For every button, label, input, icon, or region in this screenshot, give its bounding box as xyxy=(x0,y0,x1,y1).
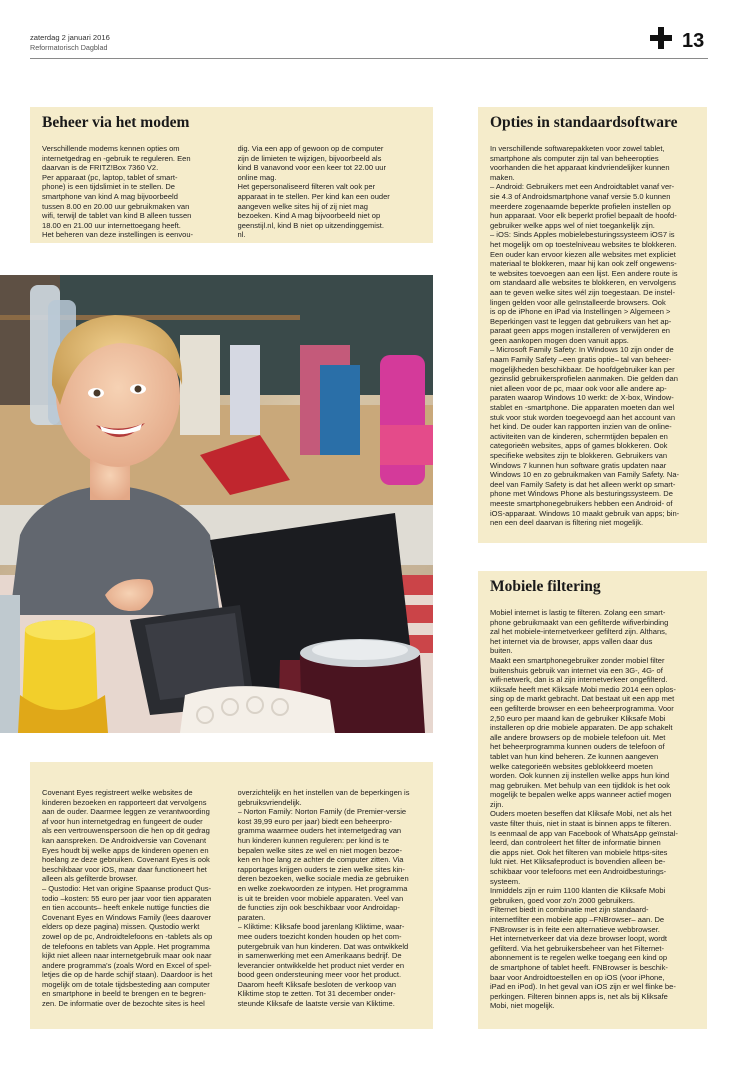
covenant-column-1: Covenant Eyes registreert welke websites de kinderen bezoeken en rapporteert dat vervolgens aan de ouder. Daarmee leggen ze verantwoording af voor hun internetgedrag en fungeert de ouder als een vertrouwenspersoon die hen op dit gedrag kan aanspreken. De Androidversie van Covenant Eyes houdt bij welke apps de kinderen openen en hoelang ze deze gebruiken. Covenant Eyes is ook beschikbaar voor iOS, maar daar functioneert het alleen als gefilterde browser. – Qustodio: Het van origine Spaanse product Qus- todio –kosten: 55 euro per jaar voor tien apparaten en tien accounts– heeft enkele nuttige functies die Covenant Eyes en Windows Family (lees daarover elders op deze pagina) missen. Qustodio werkt zowel op de pc, Androidtelefoons en -tablets als op de telefoons en tablets van Apple. Het programma kijkt niet alleen naar internetgebruik maar ook naar andere programma's (zoals Word en Excel of spel- letjes die op de harde schijf staan). Daardoor is het mogelijk om de totale tijdsbesteding aan computer en smartphone in beeld te brengen en te begren- zen. De informatie over de bezochte sites is heel xyxy=(42,788,213,1009)
mobiel-title: Mobiele filtering xyxy=(490,578,601,595)
header-rule xyxy=(30,58,708,59)
plus-icon xyxy=(650,27,672,49)
modem-box xyxy=(30,107,433,243)
covenant-box xyxy=(30,762,433,1029)
opties-body: In verschillende softwarepakketen voor zowel tablet, smartphone als computer zijn tal van beheeropties voorhanden die het apparaat kindvriendelijker kunnen maken. – Android: Gebruikers met een Androidtablet vanaf ver- sie 4.3 of Androidsmartphone vanaf versie 5.0 kunnen meerdere zogenaamde beperkte profielen instellen op hun apparaat. Voor elk beperkt profiel bepaalt de hoofd- gebruiker welke apps wel of niet toegankelijk zijn. – iOS: Sinds Apples mobielebesturingssysteem iOS7 is het mogelijk om op toestelniveau websites te blokkeren. Een ouder kan ervoor kiezen alle websites met expliciet materiaal te blokkeren, maar hij kan ook zelf ongewens- te websites toevoegen aan een lijst. Een andere route is om standaard alle websites te blokkeren, en vervolgens aan te geven welke sites wél zijn toegestaan. De instel- lingen gelden voor alle geïnstalleerde browsers. Ook is op de iPhone en iPad via Instellingen > Algemeen > Beperkingen vast te leggen dat gebruikers van het ap- paraat geen apps mogen installeren of verwijderen en geen aankopen mogen doen vanuit apps. – Microsoft Family Safety: In Windows 10 zijn onder de naam Family Safety –een gratis optie– tal van beheer- mogelijkheden beschikbaar. De hoofdgebruiker kan per gezinslid gebruikersprofielen aanmaken. Die gelden dan niet alleen voor de pc, maar ook voor alle andere ap- paraten waarop Windows 10 werkt: de X-box, Window- stablet en -smartphone. Die apparaten moeten dan wel stuk voor stuk worden toegevoegd aan het account van het kind. De ouder kan rapporten inzien van de online- activiteiten van de kinderen, schermtijden bepalen en categorieën websites, apps of games blokkeren. Ook specifieke websites zijn te blokkeren. Gebruikers van Windows 7 kunnen hun software gratis updaten naar Windows 10 en zo gebruikmaken van Family Safety. Na- deel van Family Safety is dat het alleen werkt op smart- phone met Windows Phone als besturingssysteem. De meeste smartphonegebruikers hebben een Android- of iOS-apparaat. Windows 10 maakt gebruik van apps; bin- nen een deel daarvan is filtering niet mogelijk. xyxy=(490,144,680,528)
header-paper-name: Reformatorisch Dagblad xyxy=(30,43,108,52)
modem-column-1: Verschillende modems kennen opties om internetgedrag en -gebruik te reguleren. Een daarvan is de FRITZ!Box 7360 V2. Per apparaat (pc, laptop, tablet of smart- phone) is een tijdslimiet in te stellen. De smartphone van kind A mag bijvoorbeeld tussen 8.00 en 20.00 uur gebruikmaken van wifi, terwijl de tablet van kind B alleen tussen 18.00 en 21.00 uur internettoegang heeft. Het beheren van deze instellingen is eenvou- xyxy=(42,144,194,240)
mobiel-box xyxy=(478,571,707,1029)
modem-title: Beheer via het modem xyxy=(42,114,190,131)
modem-column-2: dig. Via een app of gewoon op de computer zijn de limieten te wijzigen, bijvoorbeeld als kind B vanavond voor een keer tot 22.00 uur online mag. Het gepersonaliseerd filteren valt ook per apparaat in te stellen. Per kind kan een ouder aangeven welke sites hij of zij niet mag bezoeken. Kind A mag bijvoorbeeld niet op geenstijl.nl, kind B niet op uitzendinggemist. nl. xyxy=(237,144,390,240)
photo-child-laptop xyxy=(0,275,433,733)
mobiel-body: Mobiel internet is lastig te filteren. Zolang een smart- phone gebruikmaakt van een gefilterde wifiverbinding zal het mobiele-internetverkeer gefilterd zijn. Althans, het internet via de browser, apps vallen daar dus buiten. Maakt een smartphonegebruiker zonder mobiel filter buitenshuis gebruik van internet via een 3G-, 4G- of wifi-netwerk, dan is al zijn internetverkeer ongefilterd. Kliksafe heeft met Kliksafe Mobi medio 2014 een oplos- sing op de markt gebracht. Dat bestaat uit een app met een gefilterde browser en een beheerprogramma. Voor 2,50 euro per maand kan de gebruiker Kliksafe Mobi installeren op drie mobiele apparaten. De app schakelt alle andere browsers op de mobiele telefoon uit. Met het beheerprogramma kunnen ouders de telefoon of tablet van hun kind beheren. Ze kunnen aangeven welke categorieën websites geblokkeerd moeten worden. Ook kunnen zij instellen welke apps hun kind mag gebruiken. Met behulp van een tijdklok is het ook mogelijk te bepalen welke apps wanneer actief mogen zijn. Ouders moeten beseffen dat Kliksafe Mobi, net als het vaste filter thuis, niet in staat is binnen apps te filteren. Is eenmaal de app van Facebook of WhatsApp geïnstal- leerd, dan controleert het filter de informatie binnen die apps niet. Ook het filteren van mobiele https-sites lukt niet. Het Kliksafeproduct is bovendien alleen be- schikbaar voor telefoons met een Androidbesturings- systeem. Inmiddels zijn er ruim 1100 klanten die Kliksafe Mobi gebruiken, goed voor zo'n 2000 gebruikers. Filternet biedt in combinatie met zijn standaard- internetfilter een mobiele app –FNBrowser– aan. De FNBrowser is in feite een alternatieve webbrowser. Het internetverkeer dat via deze browser loopt, wordt gefilterd. Via het gebruikersbeheer van het Filternet- abonnement is te regelen welke toegang een kind op de smartphone of tablet heeft. FNBrowser is beschik- baar voor Androidtoestellen en op iOS (voor iPhone, iPad en iPod). In het geval van iOS zijn er wel flinke be- perkingen. Filteren binnen apps is, net als bij Kliksafe Mobi, niet mogelijk. xyxy=(490,608,678,1011)
covenant-column-2: overzichtelijk en het instellen van de beperkingen is gebruiksvriendelijk. – Norton Family: Norton Family (de Premier-versie kost 39,99 euro per jaar) biedt een beheerpro- gramma waarmee ouders het internetgedrag van hun kinderen kunnen reguleren: per kind is te bepalen welke sites ze wel en niet mogen bezoe- ken en hoe lang ze achter de computer zitten. Via rapportages krijgen ouders te zien welke sites kin- deren bezoeken, welke sociale media ze gebruiken en welke zoekwoorden ze intypen. Het programma is uit te breiden voor mobiele apparaten. Veel van de functies zijn ook beschikbaar voor Androidap- paraten. – Kliktime: Kliksafe bood jarenlang Kliktime, waar- mee ouders toezicht konden houden op het com- putergebruik van hun kinderen. Dat was ontwikkeld in samenwerking met een Amerikaans bedrijf. De leverancier ontwikkelde het product niet verder en bood geen ondersteuning meer voor het product. Daarom heeft Kliksafe besloten de verkoop van Kliktime stop te zetten. Tot 31 december onder- steunde Kliksafe de laatste versie van Kliktime. xyxy=(237,788,410,1009)
page-number: 13 xyxy=(682,30,705,52)
opties-box xyxy=(478,107,707,543)
opties-title: Opties in standaardsoftware xyxy=(490,114,678,131)
header-date: zaterdag 2 januari 2016 xyxy=(30,33,110,42)
